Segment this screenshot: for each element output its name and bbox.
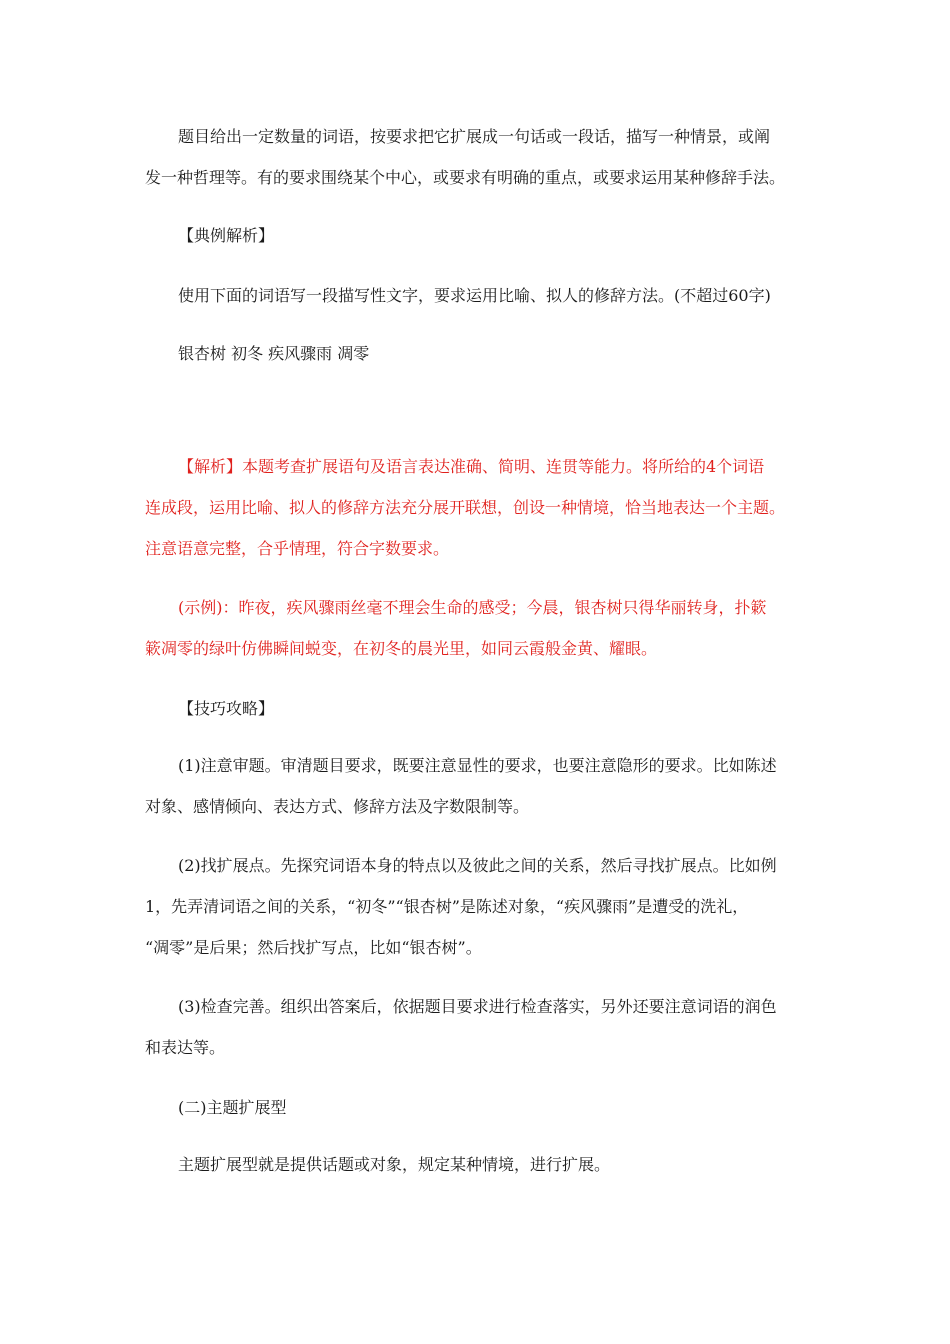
tip-2-line: (2)找扩展点。先探究词语本身的特点以及彼此之间的关系，然后寻找扩展点。比如例	[178, 856, 777, 875]
section-2-text: 主题扩展型就是提供话题或对象，规定某种情境，进行扩展。	[178, 1155, 611, 1174]
intro-line: 发一种哲理等。有的要求围绕某个中心，或要求有明确的重点，或要求运用某种修辞手法。	[145, 168, 786, 187]
intro-line: 题目给出一定数量的词语，按要求把它扩展成一句话或一段话，描写一种情景，或阐	[178, 127, 771, 146]
tip-2-line: 1，先弄清词语之间的关系，“初冬”“银杏树”是陈述对象，“疾风骤雨”是遭受的洗礼，	[145, 897, 749, 916]
section-2-heading: (二)主题扩展型	[178, 1098, 287, 1117]
tip-3-line: (3)检查完善。组织出答案后，依据题目要求进行检查落实，另外还要注意词语的润色	[178, 997, 777, 1016]
analysis-line: 注意语意完整，合乎情理，符合字数要求。	[145, 539, 450, 558]
tip-2-paragraph	[145, 845, 815, 968]
intro-paragraph	[145, 116, 815, 198]
sample-line: 簌凋零的绿叶仿佛瞬间蜕变，在初冬的晨光里，如同云霞般金黄、耀眼。	[145, 639, 658, 658]
analysis-paragraph	[145, 446, 815, 569]
tip-3-paragraph	[145, 986, 815, 1068]
sample-line: (示例)：昨夜，疾风骤雨丝毫不理会生命的感受；今晨，银杏树只得华丽转身，扑簌	[178, 598, 767, 617]
tip-3-line: 和表达等。	[145, 1038, 226, 1057]
tips-heading: 【技巧攻略】	[178, 699, 275, 718]
sample-answer-paragraph	[145, 587, 815, 669]
tip-2-line: “凋零”是后果；然后找扩写点，比如“银杏树”。	[145, 938, 482, 957]
analysis-line: 连成段，运用比喻、拟人的修辞方法充分展开联想，创设一种情境，恰当地表达一个主题。	[145, 498, 786, 517]
tip-1-line: 对象、感情倾向、表达方式、修辞方法及字数限制等。	[145, 797, 530, 816]
word-list: 银杏树 初冬 疾风骤雨 凋零	[178, 344, 370, 363]
tip-1-paragraph	[145, 745, 815, 827]
question-text: 使用下面的词语写一段描写性文字，要求运用比喻、拟人的修辞方法。(不超过60字)	[178, 286, 771, 305]
example-heading: 【典例解析】	[178, 226, 275, 245]
tip-1-line: (1)注意审题。审清题目要求，既要注意显性的要求，也要注意隐形的要求。比如陈述	[178, 756, 777, 775]
analysis-line: 【解析】本题考查扩展语句及语言表达准确、简明、连贯等能力。将所给的4个词语	[178, 457, 765, 476]
